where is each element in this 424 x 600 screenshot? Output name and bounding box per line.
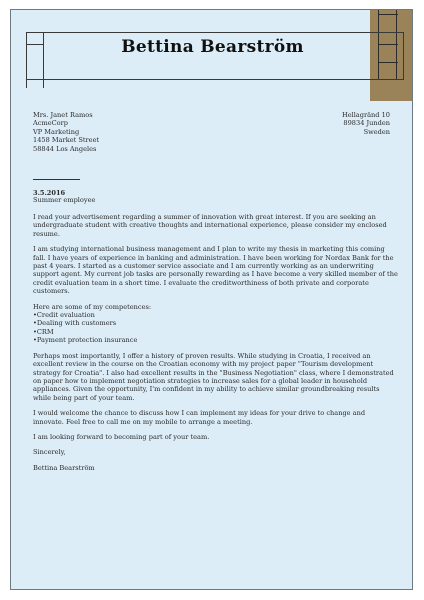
letter-body bbox=[33, 213, 398, 479]
recipient-line: VP Marketing bbox=[33, 127, 80, 136]
signature: Bettina Bearström bbox=[33, 463, 95, 472]
competences-list bbox=[33, 311, 398, 345]
list-item: • Dealing with customers bbox=[33, 319, 398, 327]
list-item: • CRM bbox=[33, 328, 398, 336]
recipient-address bbox=[33, 111, 99, 153]
list-item: • Credit evaluation bbox=[33, 311, 398, 319]
applicant-name: Bettina Bearström bbox=[121, 37, 304, 57]
recipient-line: AcmeCorp bbox=[33, 119, 68, 128]
body-paragraph: I read your advertisement regarding a summer of innovation with great interest. If you are seeking an undergraduate student with creative thoughts and international experience, please consider my enclosed resume. bbox=[33, 213, 387, 238]
letter-page bbox=[10, 9, 413, 590]
body-paragraph: Perhaps most importantly, I offer a history of proven results. While studying in Croatia, I received an excellent review in the course on the Croatian economy with my project paper "Tourism development strategy for Croatia". I also had excellent results in the "Business Negotiation" class, where I demonstrated on paper how to implement negotiation strategies to increase sales for a global leader in household appliances. Given the opportunity, I'm confident in my ability to achieve similar groundbreaking results while being part of your team. bbox=[33, 351, 394, 402]
competences-intro: Here are some of my competences: bbox=[33, 302, 152, 311]
body-paragraph: I am looking forward to becoming part of your team. bbox=[33, 432, 210, 441]
recipient-line: 1458 Market Street bbox=[33, 136, 100, 145]
divider bbox=[33, 179, 80, 180]
closing: Sincerely, bbox=[33, 448, 66, 457]
list-item: • Payment protection insurance bbox=[33, 336, 398, 344]
letter-subject: Summer employee bbox=[33, 196, 96, 204]
sender-line: 89834 Junden bbox=[343, 119, 390, 128]
sender-address bbox=[342, 111, 390, 136]
sender-line: Sweden bbox=[363, 127, 390, 136]
body-paragraph: I would welcome the chance to discuss how I can implement my ideas for your drive to change and innovate. Feel free to call me on my mobile to arrange a meeting. bbox=[33, 409, 366, 426]
sender-line: Hellagränd 10 bbox=[341, 111, 390, 119]
recipient-line: Mrs. Janet Ramos bbox=[33, 111, 93, 119]
body-paragraph: I am studying international business management and I plan to write my thesis in marketing this coming fall. I have years of experience in banking and administration. I have been working for Nordax Bank for the past 4 years. I started as a customer service associate and I am currently working as an underwriting support agent. My current job tasks are personally rewarding as I have become a very skilled member of the credit evaluation team in a short time. I evaluate the creditworthiness of both private and corporate customers. bbox=[33, 245, 398, 296]
recipient-line: 58844 Los Angeles bbox=[33, 144, 97, 153]
letter-date: 3.5.2016 bbox=[33, 189, 66, 197]
